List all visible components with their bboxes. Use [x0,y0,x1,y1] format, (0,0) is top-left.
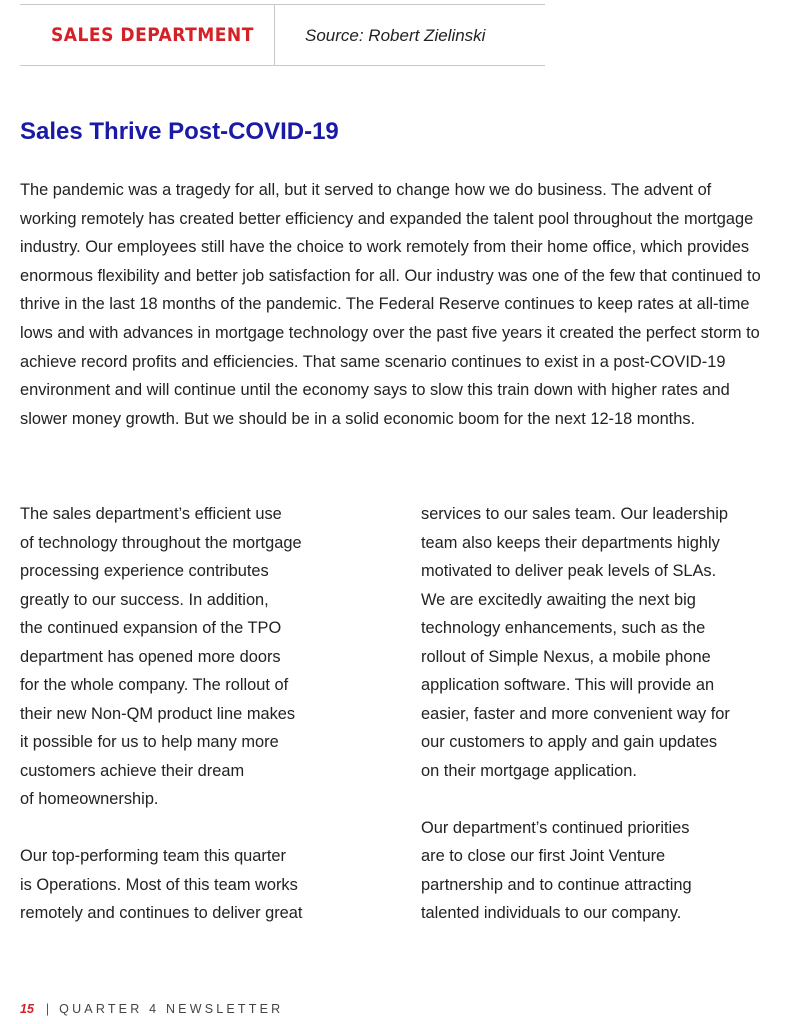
article-title: Sales Thrive Post-COVID-19 [20,118,339,145]
text-line: of technology throughout the mortgage [20,533,302,552]
text-line: customers achieve their dream [20,761,245,780]
text-line: team also keeps their departments highly [421,533,720,552]
publication-name: QUARTER 4 NEWSLETTER [59,1002,284,1016]
right-column [421,500,771,928]
text-line: on their mortgage application. [421,761,637,780]
text-line: We are excitedly awaiting the next big [421,590,696,609]
text-line: application software. This will provide an [421,676,715,694]
left-paragraph-2 [20,842,350,928]
text-line: motivated to deliver peak levels of SLAs. [421,562,717,580]
text-line: their new Non-QM product line makes [20,704,296,723]
text-line: it possible for us to help many more [20,733,279,751]
text-line: remotely and continues to deliver great [20,904,303,922]
text-line: processing experience contributes [20,562,269,580]
text-line: for the whole company. The rollout of [20,676,289,694]
text-line: greatly to our success. In addition, [20,590,269,609]
text-line: Our top-performing team this quarter [20,847,287,865]
left-paragraph-1 [20,500,350,814]
text-line: technology enhancements, such as the [421,619,706,637]
page-footer [20,1002,283,1016]
page-number: 15 [20,1002,34,1016]
right-paragraph-1 [421,500,771,785]
text-line: talented individuals to our company. [421,904,682,922]
text-line: the continued expansion of the TPO [20,619,282,637]
text-line: rollout of Simple Nexus, a mobile phone [421,647,711,666]
text-line: department has opened more doors [20,647,281,666]
header-box [20,4,545,66]
text-line: The sales department’s efficient use [20,505,282,523]
text-line: are to close our first Joint Venture [421,847,666,865]
text-line: partnership and to continue attracting [421,875,692,894]
text-line: easier, faster and more convenient way for [421,704,730,723]
source-label: Source: Robert Zielinski [305,26,486,45]
text-line: our customers to apply and gain updates [421,733,718,751]
left-column [20,500,350,928]
text-line: services to our sales team. Our leadership [421,505,729,523]
right-paragraph-2 [421,814,771,928]
department-label: SALES DEPARTMENT [51,24,254,46]
text-line: Our department’s continued priorities [421,818,690,837]
text-line: is Operations. Most of this team works [20,875,298,894]
intro-paragraph: The pandemic was a tragedy for all, but it served to change how we do business. The advent of working remotely has created better efficiency and expanded the talent pool throughout the mortgage industry. Our employees still have the choice to work remotely from their home office, which provides enormous flexibility and better job satisfaction for all. Our industry was one of the few that continued to thrive in the last 18 months of the pandemic. The Federal Reserve continues to keep rates at all-time lows and with advances in mortgage technology over the past five years it created the perfect storm to achieve record profits and efficiencies. That same scenario continues to exist in a post-COVID-19 environment and will continue until the economy says to slow this train down with higher rates and slower money growth. But we should be in a solid economic boom for the next 12-18 months. [20,181,761,428]
text-line: of homeownership. [20,790,159,808]
header-divider [274,5,275,65]
footer-separator: | [45,1002,50,1016]
